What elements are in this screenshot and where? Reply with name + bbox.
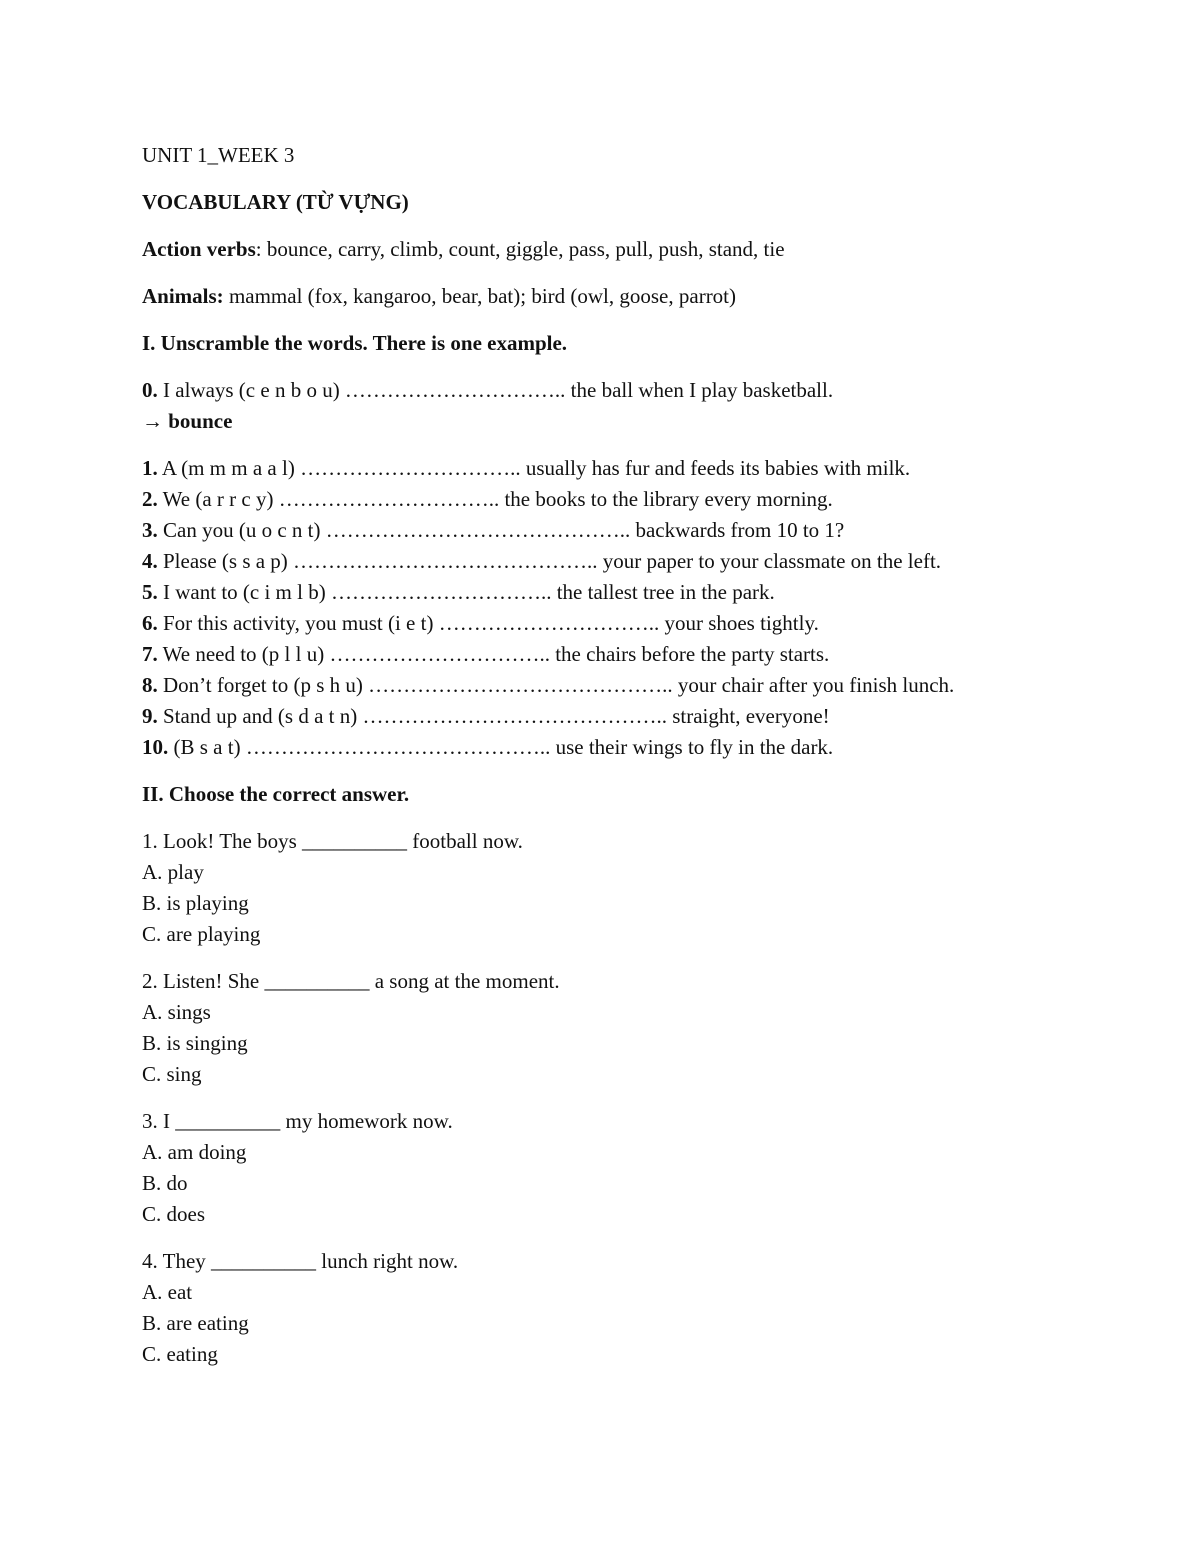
item-text: Don’t forget to (p s h u) …………………………………….. your chair after you finish lunch. [157, 673, 955, 697]
section-1-heading: I. Unscramble the words. There is one example. [142, 331, 568, 355]
unscramble-item-3 [142, 515, 1142, 546]
item-text: Stand up and (s d a t n) …………………………………….. straight, everyone! [157, 704, 830, 728]
item-text: We need to (p l l u) ………………………….. the chairs before the party starts. [157, 642, 830, 666]
item-number: 7. [142, 642, 158, 666]
option-c: C. does [142, 1202, 205, 1226]
option-a: A. sings [142, 1000, 211, 1024]
unscramble-item-7 [142, 639, 1142, 670]
question-4 [142, 1246, 1142, 1370]
item-number: 4. [142, 549, 158, 573]
unscramble-item-6 [142, 608, 1142, 639]
question-text: 3. I __________ my homework now. [142, 1109, 453, 1133]
item-text: I want to (c i m l b) ………………………….. the tallest tree in the park. [157, 580, 775, 604]
unscramble-item-5 [142, 577, 1142, 608]
question-text: 1. Look! The boys __________ football now. [142, 829, 523, 853]
animals-line [142, 281, 1142, 312]
item-number: 10. [142, 735, 169, 759]
section-2-heading: II. Choose the correct answer. [142, 782, 410, 806]
unscramble-item-1 [142, 453, 1142, 484]
question-1 [142, 826, 1142, 950]
unscramble-list [142, 453, 1142, 763]
item-number: 3. [142, 518, 158, 542]
example-number: 0. [142, 378, 158, 402]
option-b: B. are eating [142, 1311, 249, 1335]
item-text: A (m m m a a l) ………………………….. usually has fur and feeds its babies with milk. [157, 456, 911, 480]
item-number: 2. [142, 487, 158, 511]
option-a: A. eat [142, 1280, 193, 1304]
option-a: A. play [142, 860, 204, 884]
vocabulary-heading: VOCABULARY (TỪ VỰNG) [142, 190, 409, 214]
question-text: 4. They __________ lunch right now. [142, 1249, 459, 1273]
item-number: 8. [142, 673, 158, 697]
example-item [142, 375, 1142, 406]
question-2 [142, 966, 1142, 1090]
option-b: B. do [142, 1171, 188, 1195]
unscramble-item-9 [142, 701, 1142, 732]
question-3 [142, 1106, 1142, 1230]
unscramble-item-10 [142, 732, 1142, 763]
example-answer: → bounce [142, 409, 233, 433]
option-b: B. is playing [142, 891, 249, 915]
example-text: I always (c e n b o u) ………………………….. the ball when I play basketball. [157, 378, 834, 402]
item-text: For this activity, you must (i e t) ………………………….. your shoes tightly. [157, 611, 819, 635]
unscramble-item-2 [142, 484, 1142, 515]
item-number: 9. [142, 704, 158, 728]
option-c: C. sing [142, 1062, 202, 1086]
option-c: C. eating [142, 1342, 218, 1366]
item-text: We (a r r c y) ………………………….. the books to the library every morning. [157, 487, 833, 511]
animals-label: Animals: [142, 284, 224, 308]
unscramble-item-4 [142, 546, 1142, 577]
action-verbs-label: Action verbs [142, 237, 256, 261]
question-text: 2. Listen! She __________ a song at the moment. [142, 969, 560, 993]
option-a: A. am doing [142, 1140, 247, 1164]
unscramble-item-8 [142, 670, 1142, 701]
action-verbs-list: : bounce, carry, climb, count, giggle, pass, pull, push, stand, tie [255, 237, 785, 261]
option-c: C. are playing [142, 922, 261, 946]
unit-title: UNIT 1_WEEK 3 [142, 143, 295, 167]
item-number: 1. [142, 456, 158, 480]
worksheet-page [142, 138, 1142, 1370]
animals-list: mammal (fox, kangaroo, bear, bat); bird (owl, goose, parrot) [223, 284, 737, 308]
item-text: Can you (u o c n t) …………………………………….. backwards from 10 to 1? [157, 518, 845, 542]
option-b: B. is singing [142, 1031, 248, 1055]
item-text: (B s a t) …………………………………….. use their wings to fly in the dark. [168, 735, 834, 759]
item-number: 6. [142, 611, 158, 635]
item-text: Please (s s a p) …………………………………….. your paper to your classmate on the left. [157, 549, 942, 573]
action-verbs-line [142, 234, 1142, 265]
item-number: 5. [142, 580, 158, 604]
